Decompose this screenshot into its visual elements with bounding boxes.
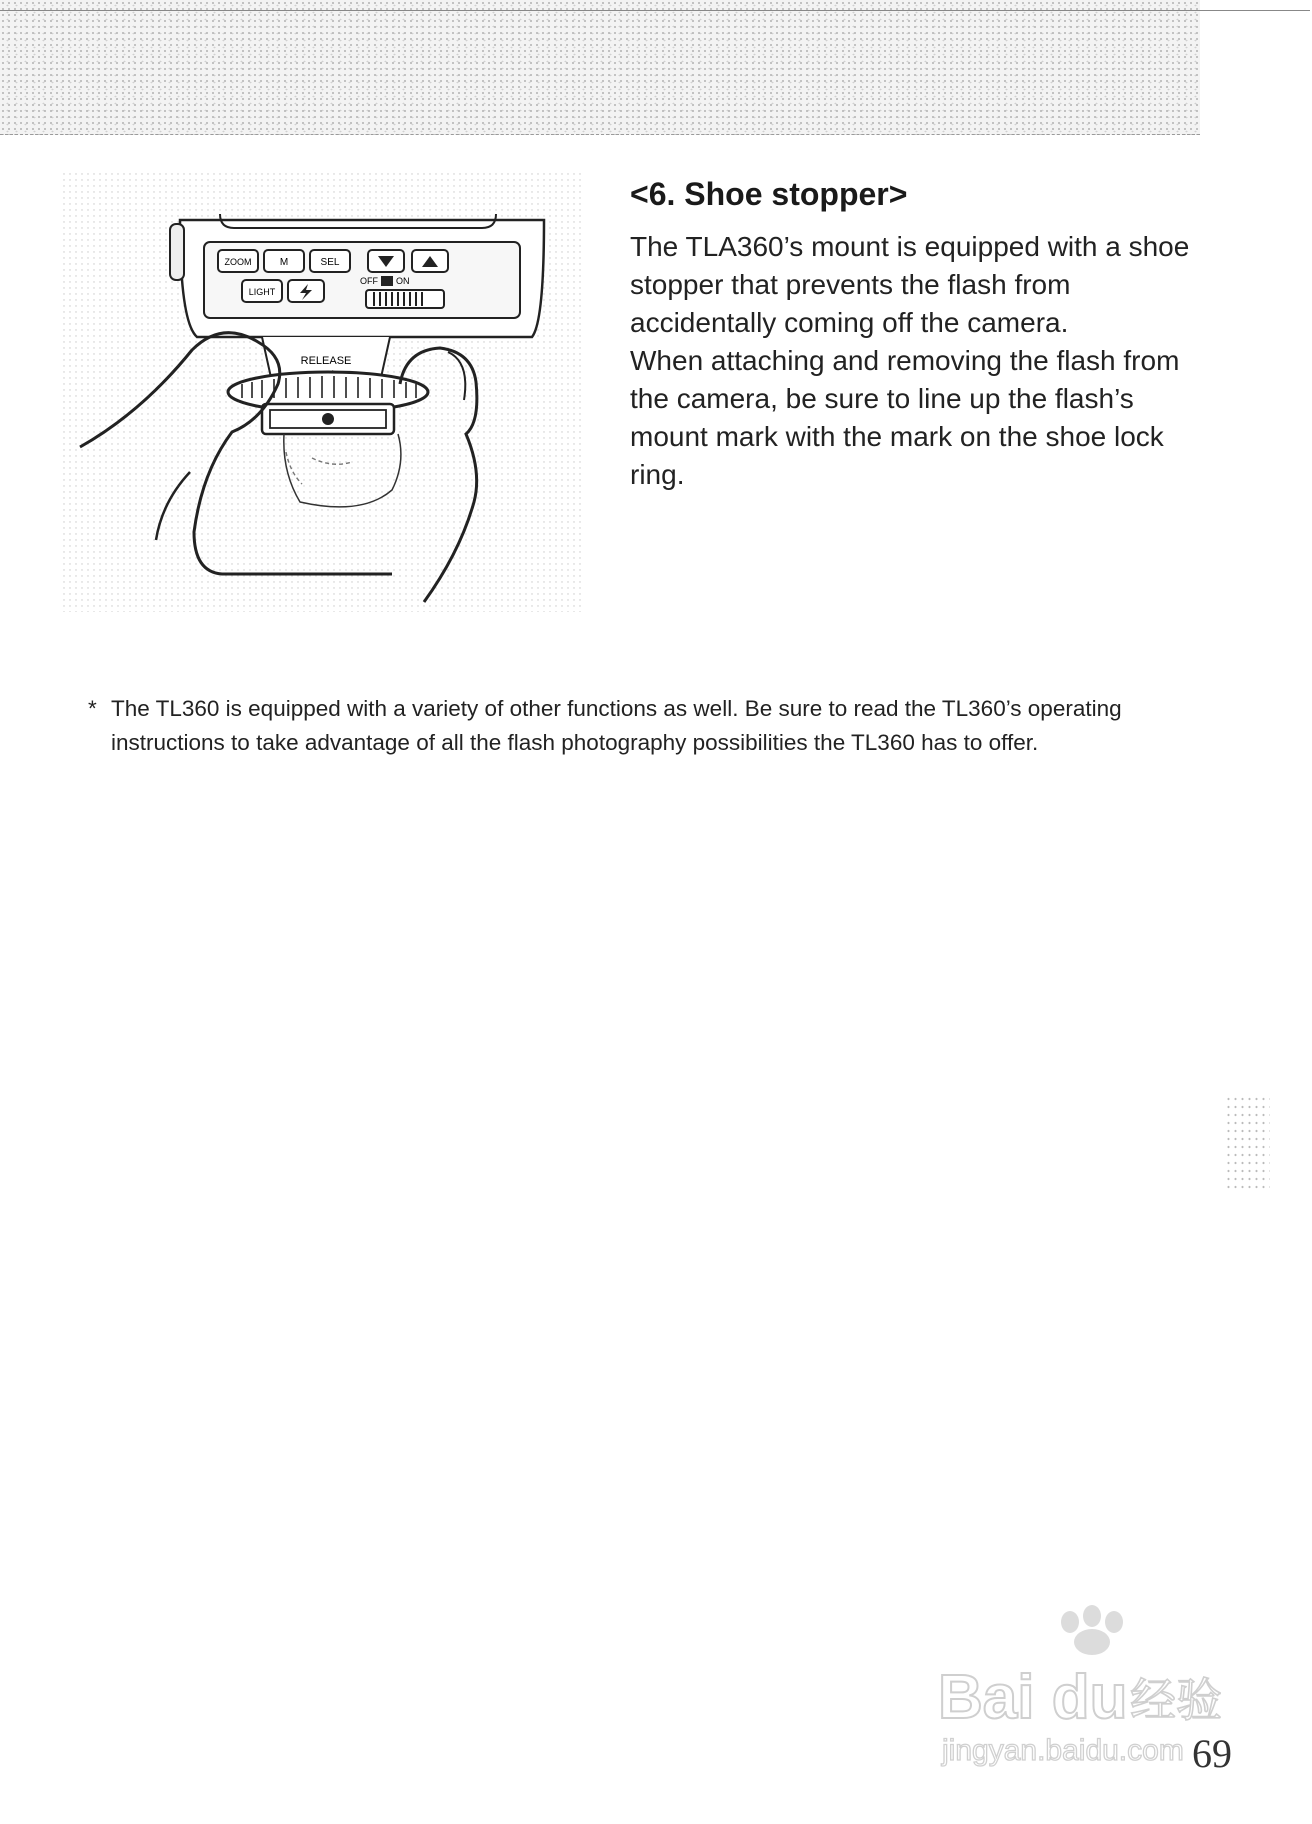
- page-number: 69: [1192, 1731, 1232, 1776]
- section-title: <6. Shoe stopper>: [630, 176, 908, 212]
- margin-dots: [1225, 1095, 1270, 1190]
- up-arrow-button: [412, 250, 448, 272]
- power-switch: [366, 290, 444, 308]
- watermark-url: jingyan.baidu.com: [942, 1734, 1184, 1767]
- m-button-label: M: [279, 257, 289, 268]
- flash-button: [288, 280, 324, 302]
- power-switch-on-label: ON: [396, 276, 410, 286]
- watermark-product: 经验: [1130, 1673, 1222, 1727]
- power-switch-off-label: OFF: [360, 276, 378, 286]
- down-arrow-button: [368, 250, 404, 272]
- m-button: [264, 250, 304, 272]
- top-rule: [0, 10, 1310, 11]
- body-paragraph-1: The TLA360’s mount is equipped with a shoe stopper that prevents the flash from accidentally coming off the camera.: [630, 231, 1190, 338]
- power-switch-marker: [381, 276, 393, 286]
- header-dot-band: [0, 0, 1200, 135]
- zoom-button: [218, 250, 258, 272]
- mount-mark: [322, 413, 334, 425]
- flash-mount-illustration: [62, 172, 582, 622]
- sel-button: [310, 250, 350, 272]
- release-label: RELEASE: [300, 355, 352, 367]
- sel-button-label: SEL: [320, 257, 340, 268]
- footnote-text: The TL360 is equipped with a variety of other functions as well. Be sure to read the TL360’s operating instructions to take advantage of all the flash photography possibilities the TL360 has to offer.: [111, 696, 1122, 755]
- flash-side-latch: [170, 224, 184, 280]
- section-body: [630, 228, 1210, 494]
- paw-icon: [1061, 1605, 1123, 1655]
- footnote-marker: *: [88, 696, 97, 721]
- zoom-button-label: ZOOM: [224, 257, 252, 267]
- light-button-label: LIGHT: [248, 287, 276, 297]
- watermark-brand: Bai du: [938, 1663, 1128, 1732]
- light-button: [242, 280, 282, 302]
- footnote: [88, 692, 1188, 760]
- body-paragraph-2: When attaching and removing the flash from the camera, be sure to line up the flash’s mount mark with the mark on the shoe lock ring.: [630, 345, 1180, 490]
